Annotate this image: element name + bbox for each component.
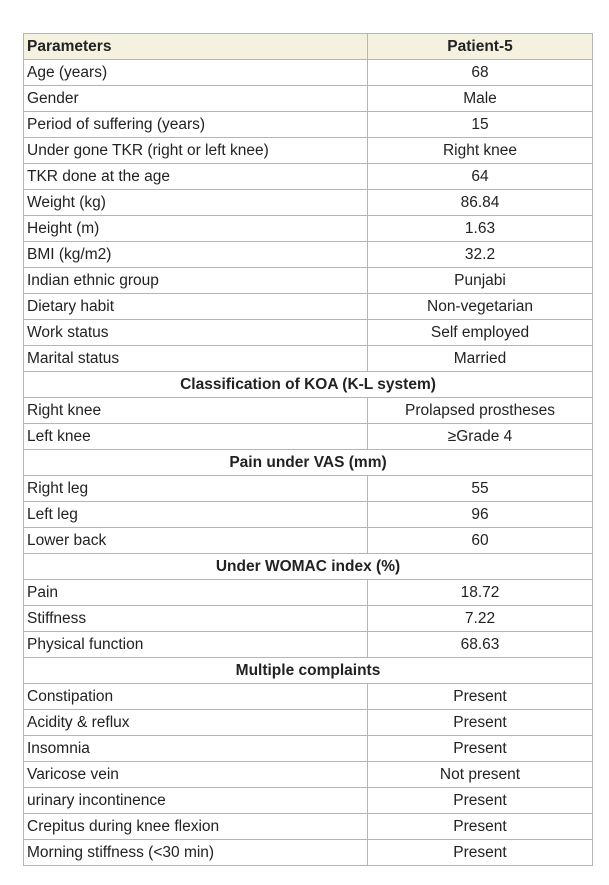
row-value: 60: [368, 528, 593, 554]
table-row: [24, 268, 593, 294]
row-value: Present: [368, 840, 593, 866]
row-value: Not present: [368, 762, 593, 788]
patient-parameters-table: [23, 33, 593, 866]
table-row: [24, 736, 593, 762]
table-row: [24, 580, 593, 606]
row-label: BMI (kg/m2): [24, 242, 368, 268]
row-label: Age (years): [24, 60, 368, 86]
row-value: Present: [368, 814, 593, 840]
row-label: Right knee: [24, 398, 368, 424]
table-row: [24, 138, 593, 164]
row-value: 32.2: [368, 242, 593, 268]
table-row: [24, 294, 593, 320]
table-row: [24, 840, 593, 866]
row-label: Work status: [24, 320, 368, 346]
section-title: Under WOMAC index (%): [24, 554, 593, 580]
table-row: [24, 346, 593, 372]
row-label: Acidity & reflux: [24, 710, 368, 736]
row-value: 68: [368, 60, 593, 86]
row-value: 64: [368, 164, 593, 190]
row-label: Insomnia: [24, 736, 368, 762]
row-value: 86.84: [368, 190, 593, 216]
section-title: Classification of KOA (K-L system): [24, 372, 593, 398]
table-row: [24, 424, 593, 450]
row-value: Self employed: [368, 320, 593, 346]
row-label: Pain: [24, 580, 368, 606]
row-label: Height (m): [24, 216, 368, 242]
row-label: Gender: [24, 86, 368, 112]
table-row: [24, 320, 593, 346]
table-row: [24, 476, 593, 502]
row-value: Non-vegetarian: [368, 294, 593, 320]
table-row: [24, 242, 593, 268]
table-row: [24, 164, 593, 190]
table-header-row: [24, 34, 593, 60]
row-label: Varicose vein: [24, 762, 368, 788]
section-header-complaints: [24, 658, 593, 684]
table-row: [24, 502, 593, 528]
row-value: Male: [368, 86, 593, 112]
row-label: TKR done at the age: [24, 164, 368, 190]
section-header-koa: [24, 372, 593, 398]
row-value: Punjabi: [368, 268, 593, 294]
row-value: Prolapsed prostheses: [368, 398, 593, 424]
row-label: Under gone TKR (right or left knee): [24, 138, 368, 164]
row-value: 7.22: [368, 606, 593, 632]
table-row: [24, 762, 593, 788]
row-value: Right knee: [368, 138, 593, 164]
row-value: Present: [368, 684, 593, 710]
row-value: 18.72: [368, 580, 593, 606]
table-row: [24, 528, 593, 554]
table-row: [24, 684, 593, 710]
section-title: Multiple complaints: [24, 658, 593, 684]
row-label: Dietary habit: [24, 294, 368, 320]
section-header-womac: [24, 554, 593, 580]
row-label: Lower back: [24, 528, 368, 554]
row-value: Married: [368, 346, 593, 372]
row-value: ≥Grade 4: [368, 424, 593, 450]
table-row: [24, 60, 593, 86]
table-row: [24, 216, 593, 242]
row-label: Marital status: [24, 346, 368, 372]
row-value: 55: [368, 476, 593, 502]
row-label: Physical function: [24, 632, 368, 658]
section-header-vas: [24, 450, 593, 476]
row-value: 68.63: [368, 632, 593, 658]
table-row: [24, 112, 593, 138]
row-value: Present: [368, 710, 593, 736]
row-label: Period of suffering (years): [24, 112, 368, 138]
table-row: [24, 814, 593, 840]
table-row: [24, 86, 593, 112]
row-label: Left leg: [24, 502, 368, 528]
table-row: [24, 788, 593, 814]
row-label: Right leg: [24, 476, 368, 502]
row-label: Crepitus during knee flexion: [24, 814, 368, 840]
patient-column-header: Patient-5: [368, 34, 593, 60]
table-row: [24, 632, 593, 658]
row-label: urinary incontinence: [24, 788, 368, 814]
row-label: Constipation: [24, 684, 368, 710]
row-value: Present: [368, 788, 593, 814]
row-label: Indian ethnic group: [24, 268, 368, 294]
row-value: 1.63: [368, 216, 593, 242]
row-label: Stiffness: [24, 606, 368, 632]
table-row: [24, 606, 593, 632]
row-label: Morning stiffness (<30 min): [24, 840, 368, 866]
row-value: 15: [368, 112, 593, 138]
row-label: Left knee: [24, 424, 368, 450]
row-value: Present: [368, 736, 593, 762]
parameters-column-header: Parameters: [24, 34, 368, 60]
row-value: 96: [368, 502, 593, 528]
table-row: [24, 398, 593, 424]
table-row: [24, 190, 593, 216]
section-title: Pain under VAS (mm): [24, 450, 593, 476]
table-row: [24, 710, 593, 736]
row-label: Weight (kg): [24, 190, 368, 216]
